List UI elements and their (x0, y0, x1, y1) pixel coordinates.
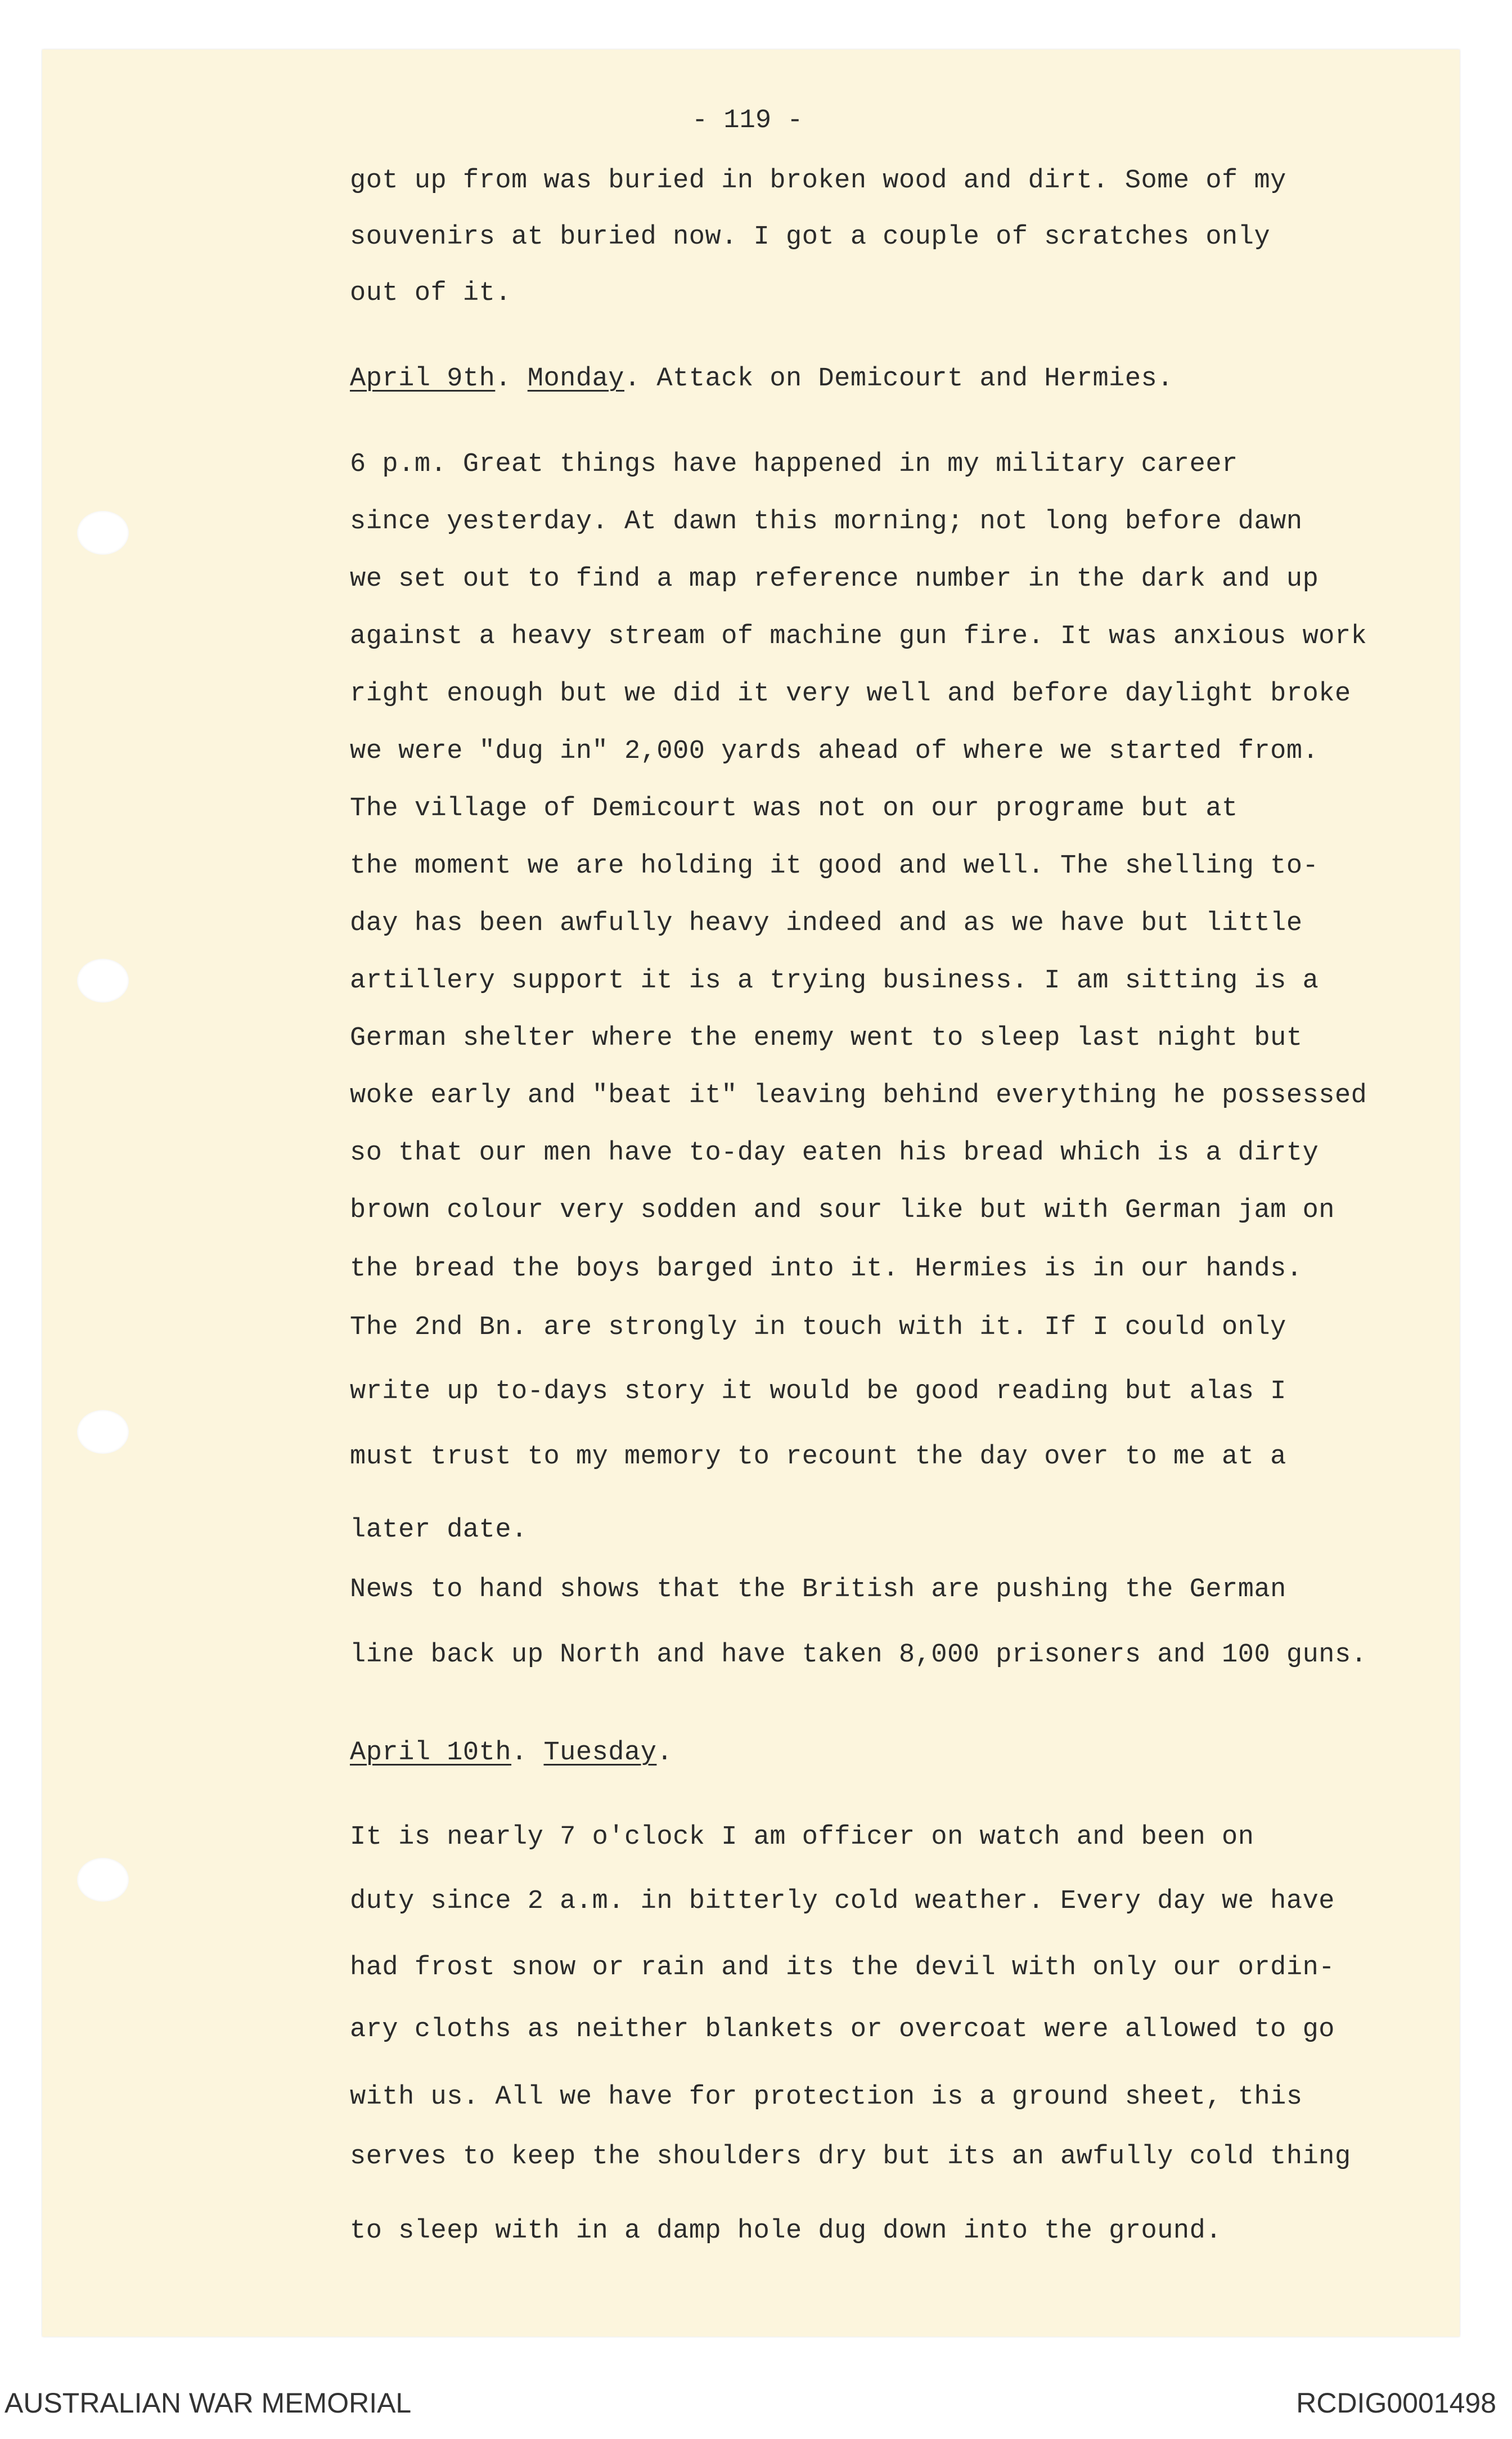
text-line: News to hand shows that the British are pushing the German (350, 1575, 1286, 1605)
text-line: ary cloths as neither blankets or overcoat were allowed to go (350, 2015, 1335, 2045)
text-line: woke early and "beat it" leaving behind everything he possessed (350, 1081, 1367, 1111)
text-line: duty since 2 a.m. in bitterly cold weather. Every day we have (350, 1886, 1335, 1916)
text-line: German shelter where the enemy went to sleep last night but (350, 1023, 1303, 1053)
entry-title: Attack on Demicourt and Hermies. (656, 364, 1173, 394)
text-line: since yesterday. At dawn this morning; not long before dawn (350, 507, 1303, 537)
page-number: - 119 - (692, 106, 803, 136)
text-line: The village of Demicourt was not on our programe but at (350, 794, 1238, 824)
text-line: later date. (350, 1515, 528, 1545)
punch-hole (77, 511, 129, 555)
entry-heading: April 10th. Tuesday. (350, 1738, 673, 1768)
text-line: we set out to find a map reference number in the dark and up (350, 564, 1319, 594)
text-line: out of it. (350, 279, 512, 308)
text-line: the moment we are holding it good and well. The shelling to- (350, 851, 1319, 881)
entry-day: Monday (527, 364, 624, 394)
text-line: had frost snow or rain and its the devil with only our ordin- (350, 1953, 1335, 1983)
text-line: 6 p.m. Great things have happened in my military career (350, 450, 1238, 479)
text-line: serves to keep the shoulders dry but its an awfully cold thing (350, 2142, 1351, 2172)
text-line: It is nearly 7 o'clock I am officer on watch and been on (350, 1822, 1254, 1852)
archive-name: AUSTRALIAN WAR MEMORIAL (4, 2387, 412, 2419)
text-line: The 2nd Bn. are strongly in touch with it. If I could only (350, 1313, 1286, 1342)
text-line: write up to-days story it would be good reading but alas I (350, 1377, 1286, 1407)
text-line: brown colour very sodden and sour like but with German jam on (350, 1196, 1335, 1225)
text-line: we were "dug in" 2,000 yards ahead of where we started from. (350, 736, 1319, 766)
text-line: with us. All we have for protection is a ground sheet, this (350, 2082, 1303, 2112)
text-line: right enough but we did it very well and before daylight broke (350, 679, 1351, 709)
text-line: souvenirs at buried now. I got a couple of scratches only (350, 222, 1271, 252)
entry-date: April 9th (350, 364, 496, 394)
entry-date: April 10th (350, 1738, 512, 1768)
archive-id: RCDIG0001498 (1296, 2387, 1496, 2419)
text-line: to sleep with in a damp hole dug down into the ground. (350, 2216, 1222, 2246)
text-line: got up from was buried in broken wood and dirt. Some of my (350, 166, 1286, 196)
text-line: the bread the boys barged into it. Hermies is in our hands. (350, 1254, 1303, 1284)
text-line: day has been awfully heavy indeed and as we have but little (350, 909, 1303, 938)
text-line: so that our men have to-day eaten his bread which is a dirty (350, 1138, 1319, 1168)
entry-day: Tuesday (543, 1738, 657, 1768)
text-line: must trust to my memory to recount the day over to me at a (350, 1442, 1286, 1472)
punch-hole (77, 1858, 129, 1902)
punch-hole (77, 1410, 129, 1454)
entry-heading: April 9th. Monday. Attack on Demicourt and Hermies. (350, 364, 1173, 394)
text-line: against a heavy stream of machine gun fire. It was anxious work (350, 622, 1367, 652)
text-line: artillery support it is a trying business. I am sitting is a (350, 966, 1319, 996)
text-line: line back up North and have taken 8,000 prisoners and 100 guns. (350, 1640, 1367, 1670)
punch-hole (77, 959, 129, 1003)
